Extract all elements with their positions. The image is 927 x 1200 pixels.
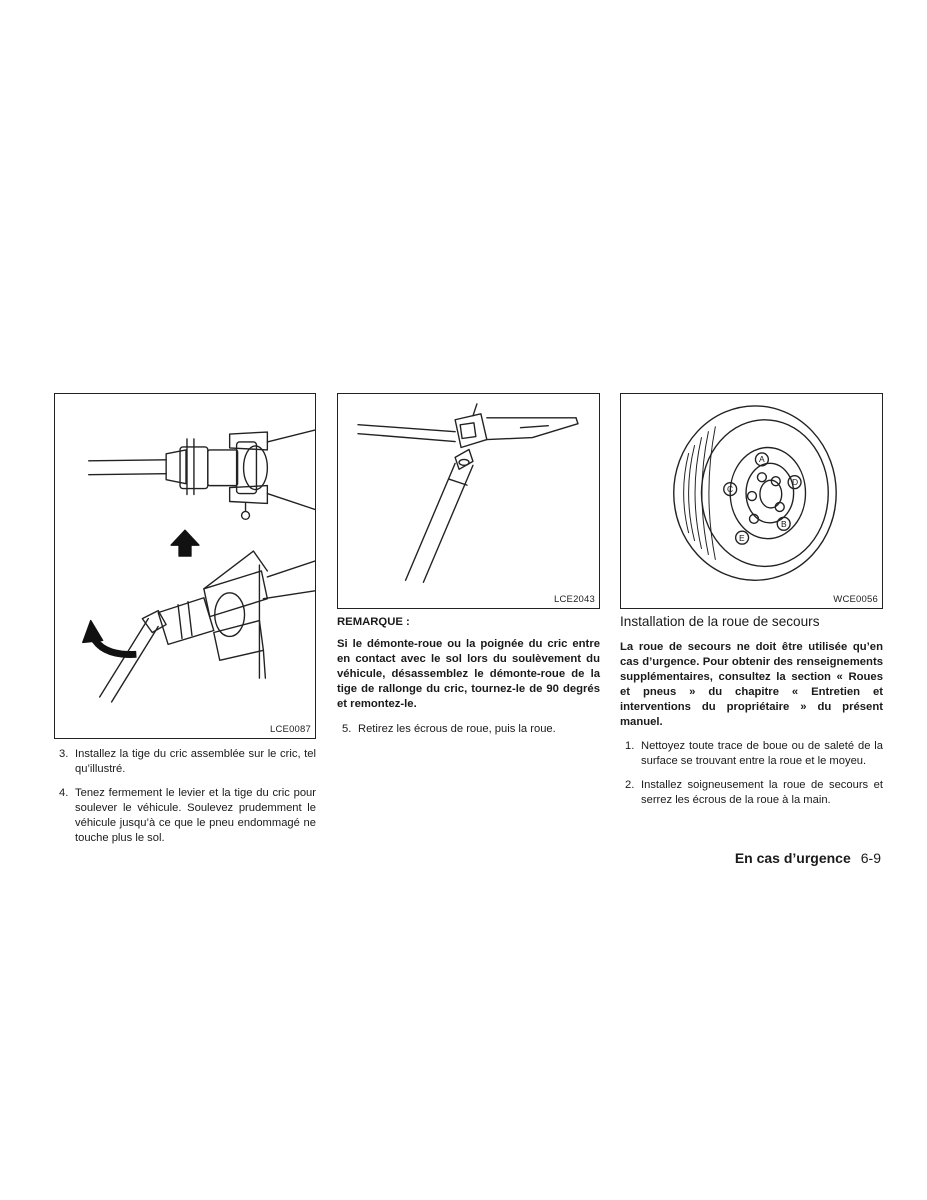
footer-section: En cas d’urgence (734, 850, 851, 866)
list-item (620, 778, 883, 808)
spare-tire-illustration (621, 394, 882, 608)
figure-code: WCE0056 (833, 594, 878, 605)
column-right (620, 393, 883, 808)
list-item (620, 739, 883, 769)
step-text: Tenez fermement le levier et la tige du cric pour soulever le véhicule. Soulevez prudemment le véhicule jusqu’à ce que le pneu endommagé ne touche plus le sol. (75, 787, 316, 844)
step-number: 2. (625, 779, 635, 792)
list-item (54, 747, 316, 777)
step-text: Installez soigneusement la roue de secours et serrez les écrous de la roue à la main. (641, 779, 883, 807)
steps-list-right (620, 739, 883, 808)
list-item (337, 722, 600, 737)
step-text: Retirez les écrous de roue, puis la roue. (358, 723, 556, 735)
steps-list-left (54, 747, 316, 846)
nut-label-a: A (759, 454, 765, 464)
figure-code: LCE0087 (269, 724, 311, 735)
jack-assembly-illustration (55, 394, 315, 738)
step-text: Installez la tige du cric assemblée sur le cric, tel qu’illustré. (75, 748, 316, 775)
step-number: 4. (59, 787, 69, 799)
step-number: 1. (625, 740, 635, 753)
steps-list-middle (337, 722, 600, 737)
page-footer (735, 850, 881, 866)
nut-label-c: C (727, 484, 734, 494)
list-item (54, 786, 316, 846)
section-intro: La roue de secours ne doit être utilisée qu’en cas d’urgence. Pour obtenir des renseignements supplémentaires, consultez la section « Roues et pneus » du chapitre « Entretien et interventions du propriétaire » du présent manuel. (620, 641, 883, 729)
column-left (54, 393, 316, 846)
nut-label-b: B (781, 519, 787, 529)
figure-jack-assembly (54, 393, 316, 739)
figure-wheel-wrench (337, 393, 600, 609)
step-number: 5. (342, 723, 352, 735)
page-number: 6-9 (860, 850, 881, 866)
note-body: Si le démonte-roue ou la poignée du cric entre en contact avec le sol lors du soulèvement du véhicule, désassemblez le démonte-roue de la tige de rallonge du cric, tournez-le de 90 degrés et remontez-le. (337, 638, 600, 710)
column-middle (337, 393, 600, 737)
nut-label-e: E (739, 533, 745, 543)
step-number: 3. (59, 748, 69, 760)
section-title: Installation de la roue de secours (620, 614, 820, 629)
wheel-wrench-illustration (338, 394, 599, 608)
step-text: Nettoyez toute trace de boue ou de saleté de la surface se trouvant entre la roue et le moyeu. (641, 740, 883, 768)
nut-label-d: D (792, 477, 799, 487)
figure-spare-tire (620, 393, 883, 609)
note-heading: REMARQUE : (337, 616, 410, 628)
figure-code: LCE2043 (553, 594, 595, 605)
